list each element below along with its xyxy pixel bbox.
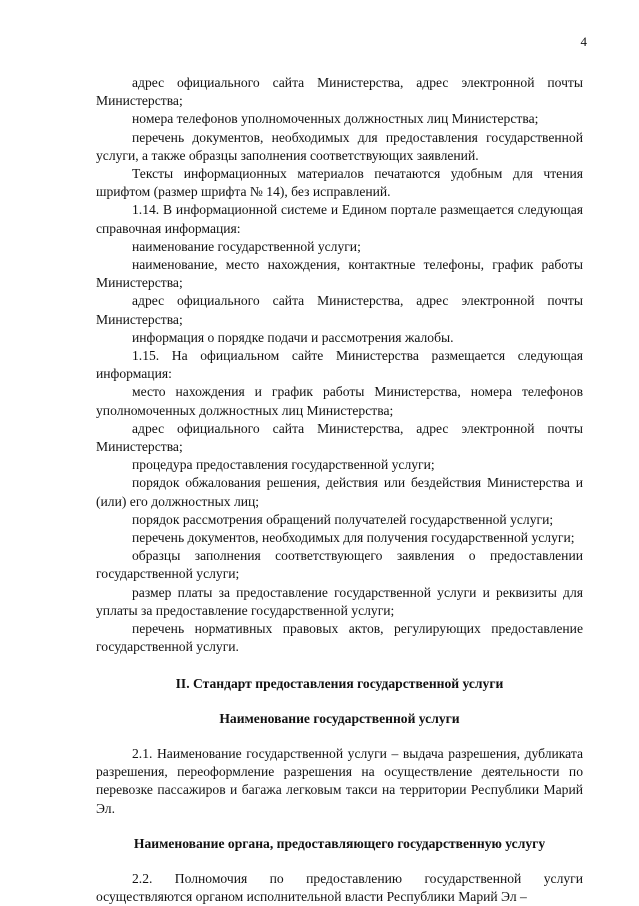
paragraph-1-14: 1.14. В информационной системе и Едином портале размещается следующая справочная информация:: [96, 202, 583, 236]
subheading-authority: Наименование органа, предоставляющего государственную услугу: [133, 835, 546, 851]
subheading-service-name: Наименование государственной услуги: [219, 710, 460, 726]
paragraph: порядок рассмотрения обращений получателей государственной услуги;: [132, 511, 554, 527]
paragraph: информация о порядке подачи и рассмотрения жалобы.: [132, 329, 454, 345]
paragraph: адрес официального сайта Министерства, адрес электронной почты Министерства;: [96, 293, 583, 327]
document-body: [96, 74, 583, 906]
paragraph: адрес официального сайта Министерства, адрес электронной почты Министерства;: [96, 75, 583, 109]
paragraph-2-1: 2.1. Наименование государственной услуги – выдача разрешения, дубликата разрешения, переоформление разрешения на осуществление деятельности по перевозке пассажиров и багажа легковым такси на территории Республики Марий Эл.: [96, 745, 583, 816]
paragraph-2-2: 2.2. Полномочия по предоставлению государственной услуги осуществляются органом исполнительной власти Республики Марий Эл –: [96, 870, 583, 905]
paragraph: перечень документов, необходимых для предоставления государственной услуги, а также образцы заполнения соответствующих заявлений.: [96, 129, 583, 163]
paragraph: перечень нормативных правовых актов, регулирующих предоставление государственной услуги.: [96, 621, 583, 655]
paragraph: процедура предоставления государственной услуги;: [132, 457, 435, 473]
paragraph-1-15: 1.15. На официальном сайте Министерства размещается следующая информация:: [96, 348, 583, 382]
paragraph: образцы заполнения соответствующего заявления о предоставлении государственной услуги;: [96, 548, 583, 582]
paragraph: адрес официального сайта Министерства, адрес электронной почты Министерства;: [96, 420, 583, 455]
paragraph: место нахождения и график работы Министерства, номера телефонов уполномоченных должностных лиц Министерства;: [96, 384, 583, 418]
section-title: II. Стандарт предоставления государственной услуги: [175, 675, 504, 691]
page-number: 4: [580, 34, 587, 49]
paragraph: наименование, место нахождения, контактные телефоны, график работы Министерства;: [96, 257, 583, 291]
paragraph: порядок обжалования решения, действия или бездействия Министерства и (или) его должностных лиц;: [96, 475, 583, 509]
paragraph: перечень документов, необходимых для получения государственной услуги;: [132, 530, 575, 546]
paragraph: размер платы за предоставление государственной услуги и реквизиты для уплаты за предоставление государственной услуги;: [96, 584, 583, 618]
paragraph: Тексты информационных материалов печатаются удобным для чтения шрифтом (размер шрифта № 14), без исправлений.: [96, 166, 583, 200]
paragraph: номера телефонов уполномоченных должностных лиц Министерства;: [132, 111, 539, 127]
paragraph: наименование государственной услуги;: [132, 238, 361, 254]
